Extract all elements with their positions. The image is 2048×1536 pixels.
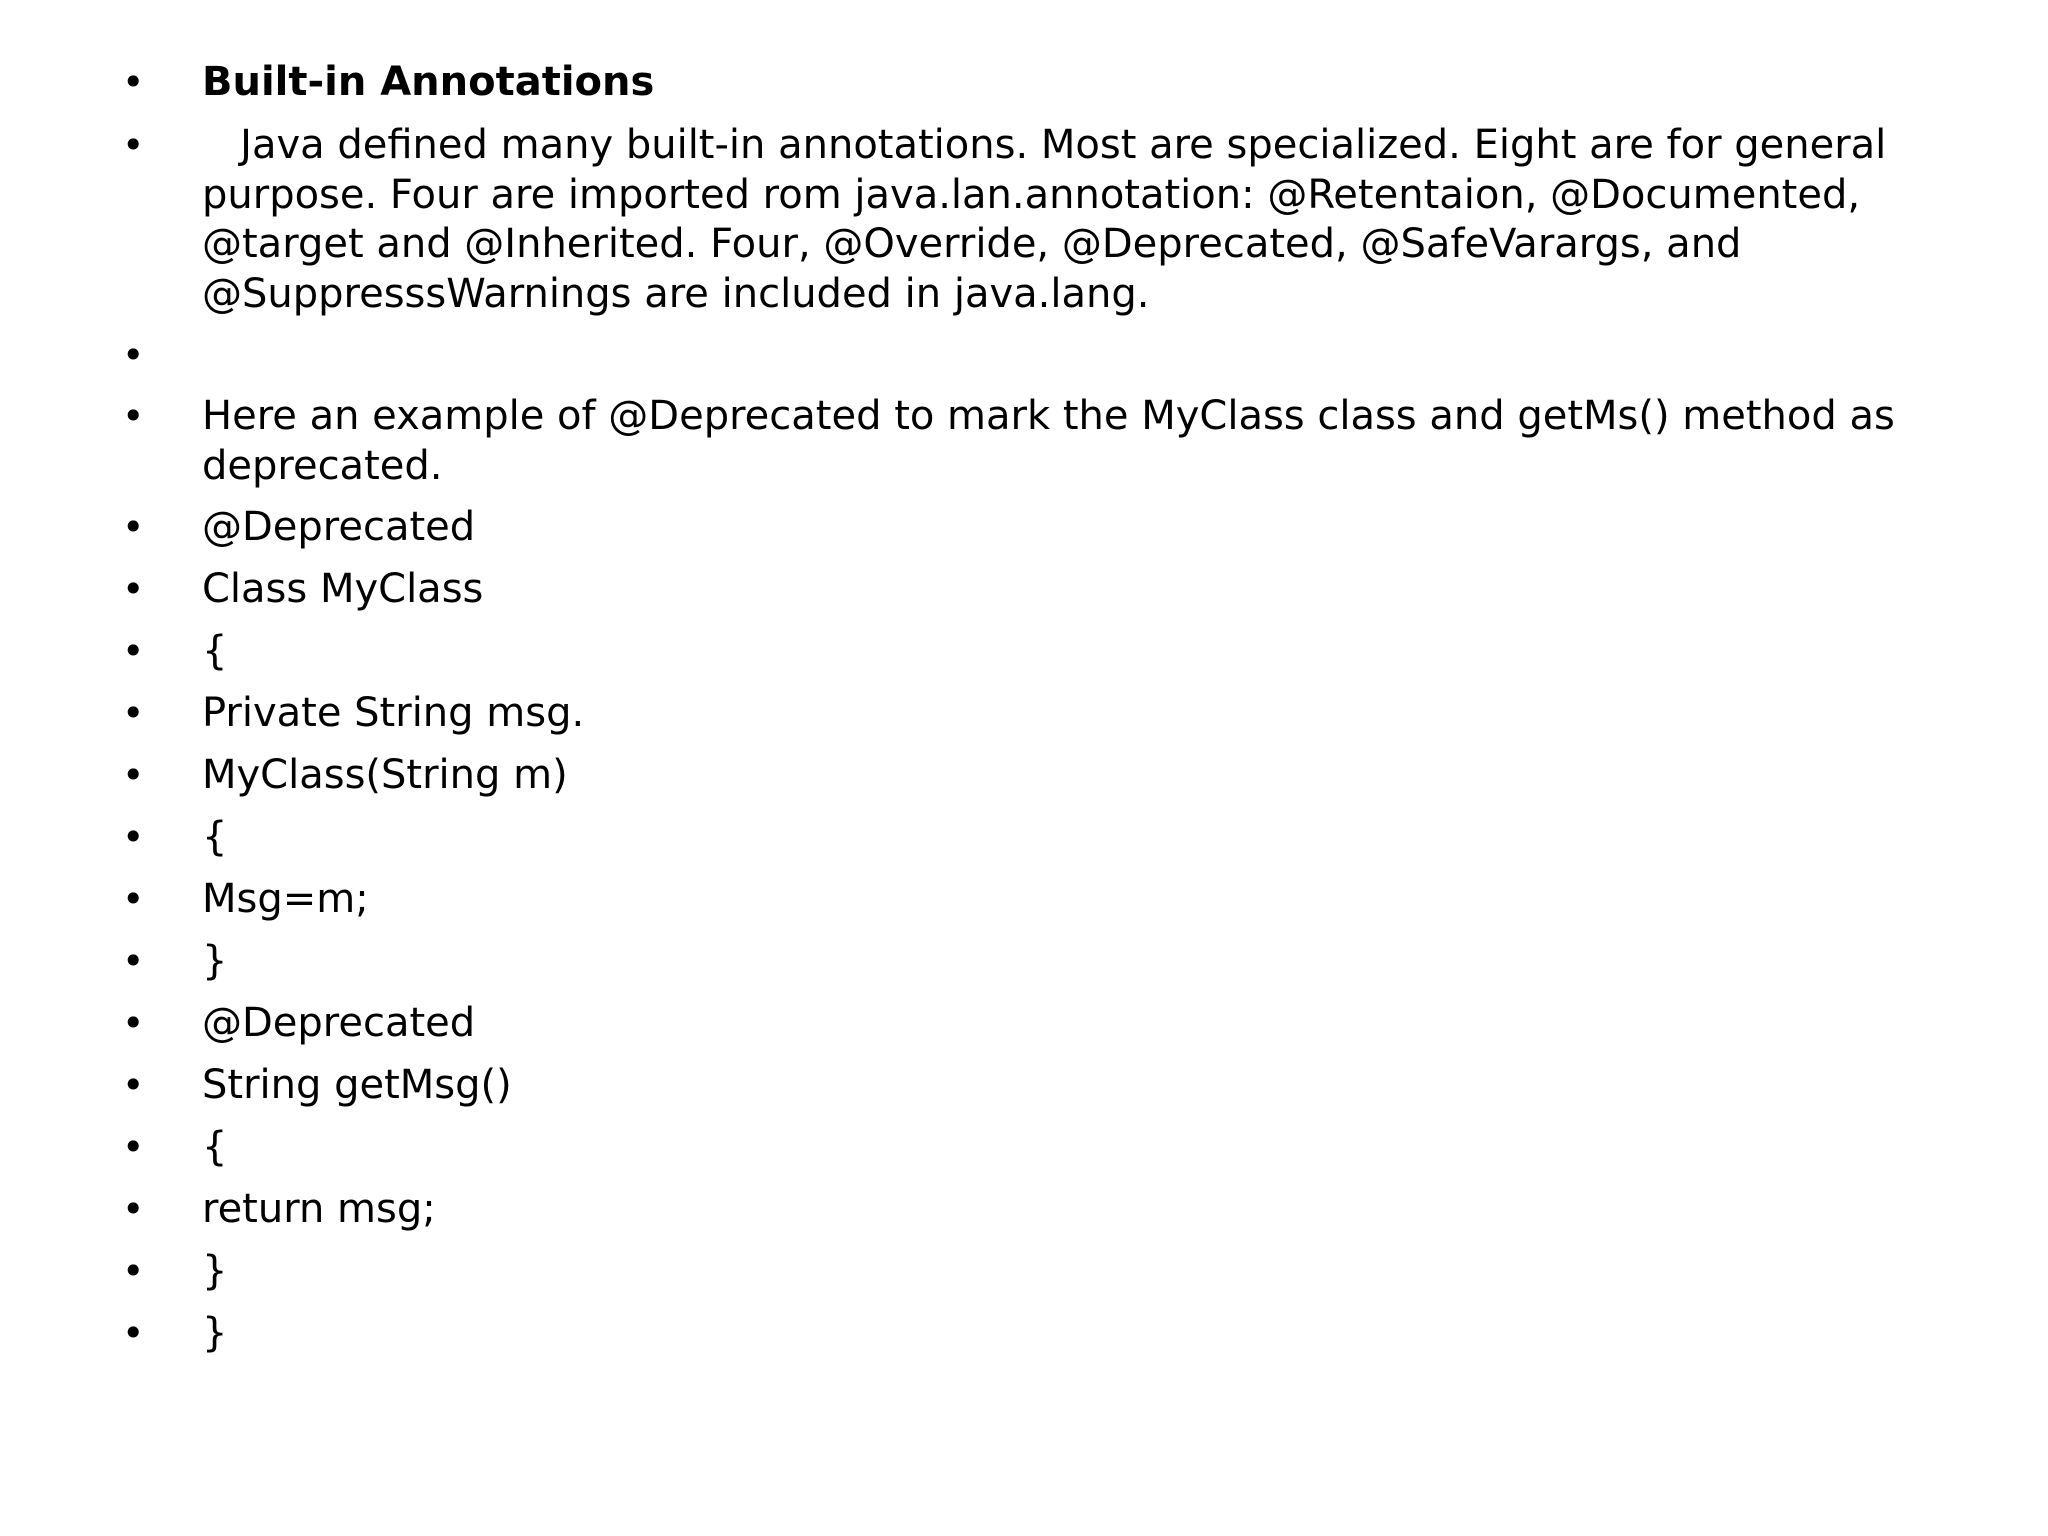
- paragraph-text: Java defined many built-in annotations. Most are specialized. Eight are for general purpose. Four are imported rom java.lan.annotation: @Retentaion, @Documented, @target and @Inherited. Four, @Override, @Deprecated, @SafeVarargs, and @SuppresssWarnings are included in java.lang.: [202, 122, 1900, 317]
- bullet-icon: •: [122, 753, 145, 797]
- bullet-icon: •: [122, 877, 145, 921]
- bullet-icon: •: [122, 1187, 145, 1231]
- bullet-icon: •: [122, 505, 145, 549]
- code-line-text: }: [202, 1310, 228, 1356]
- code-line-text: Private String msg.: [202, 690, 585, 736]
- code-line-text: {: [202, 628, 228, 674]
- code-line-text: {: [202, 814, 228, 860]
- bullet-icon: •: [122, 60, 145, 104]
- code-line-text: {: [202, 1124, 228, 1170]
- bullet-icon: •: [122, 1311, 145, 1355]
- bullet-icon: •: [122, 123, 145, 167]
- bullet-icon: •: [122, 815, 145, 859]
- code-line-text: Msg=m;: [202, 876, 369, 922]
- bullet-icon: •: [122, 333, 145, 377]
- bullet-icon: •: [122, 567, 145, 611]
- bullet-icon: •: [122, 1249, 145, 1293]
- slide-heading: Built-in Annotations: [202, 59, 655, 105]
- code-line-text: MyClass(String m): [202, 752, 568, 798]
- code-line-text: Class MyClass: [202, 566, 484, 612]
- bullet-icon: •: [122, 394, 145, 438]
- bullet-icon: •: [122, 629, 145, 673]
- bullet-icon: •: [122, 1125, 145, 1169]
- code-line-text: @Deprecated: [202, 1000, 476, 1046]
- bullet-icon: •: [122, 691, 145, 735]
- code-line-text: String getMsg(): [202, 1062, 512, 1108]
- bullet-icon: •: [122, 1063, 145, 1107]
- code-line-text: return msg;: [202, 1186, 436, 1232]
- code-line-text: }: [202, 1248, 228, 1294]
- code-line-text: @Deprecated: [202, 504, 476, 550]
- code-line-text: }: [202, 938, 228, 984]
- intro-text: Here an example of @Deprecated to mark the MyClass class and getMs() method as deprecated.: [202, 393, 1908, 489]
- bullet-icon: •: [122, 1001, 145, 1045]
- bullet-icon: •: [122, 939, 145, 983]
